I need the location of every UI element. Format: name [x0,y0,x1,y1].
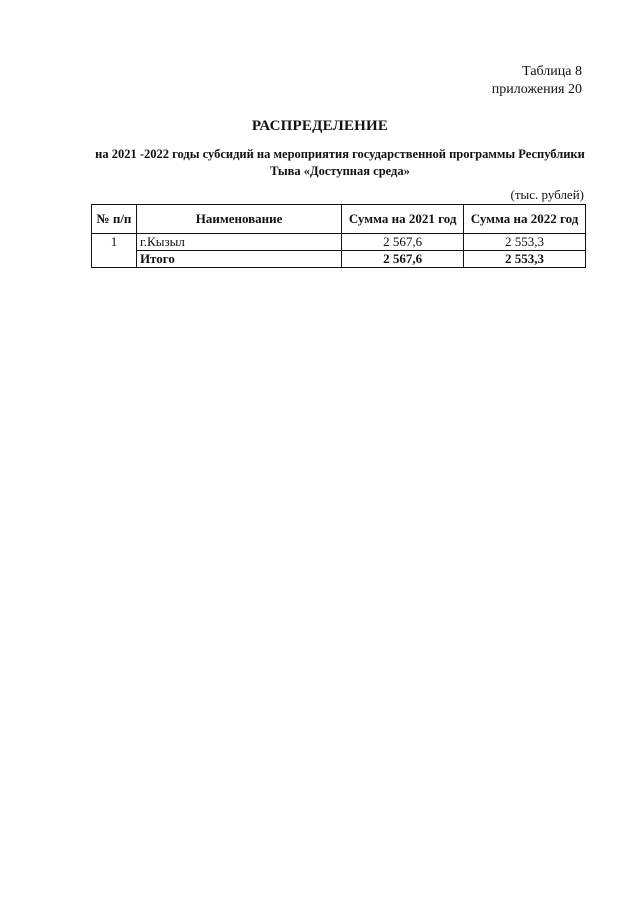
row-number: 1 [92,234,137,251]
total-label: Итого [136,251,341,268]
row-sum-2021: 2 567,6 [342,234,464,251]
distribution-table [91,204,586,268]
table-number-label: Таблица 8 [522,64,582,79]
row-name: г.Кызыл [136,234,341,251]
subtitle-line-1: на 2021 -2022 годы субсидий на мероприятия государственной программы Республики [95,147,585,161]
header-name: Наименование [136,205,341,234]
header-number: № п/п [92,205,137,234]
table-row [92,234,586,251]
document-title: РАСПРЕДЕЛЕНИЕ [251,118,389,134]
document-subtitle [95,146,585,180]
units-note: (тыс. рублей) [510,187,584,202]
header-sum-2021: Сумма на 2021 год [342,205,464,234]
row-sum-2022: 2 553,3 [464,234,586,251]
total-sum-2022: 2 553,3 [464,251,586,268]
document-header [492,63,582,99]
total-number-empty [92,251,137,268]
total-sum-2021: 2 567,6 [342,251,464,268]
appendix-label: приложения 20 [491,82,582,97]
header-sum-2022: Сумма на 2022 год [464,205,586,234]
subtitle-line-2: Тыва «Доступная среда» [270,164,410,178]
table-header-row [92,205,586,234]
table-total-row [92,251,586,268]
